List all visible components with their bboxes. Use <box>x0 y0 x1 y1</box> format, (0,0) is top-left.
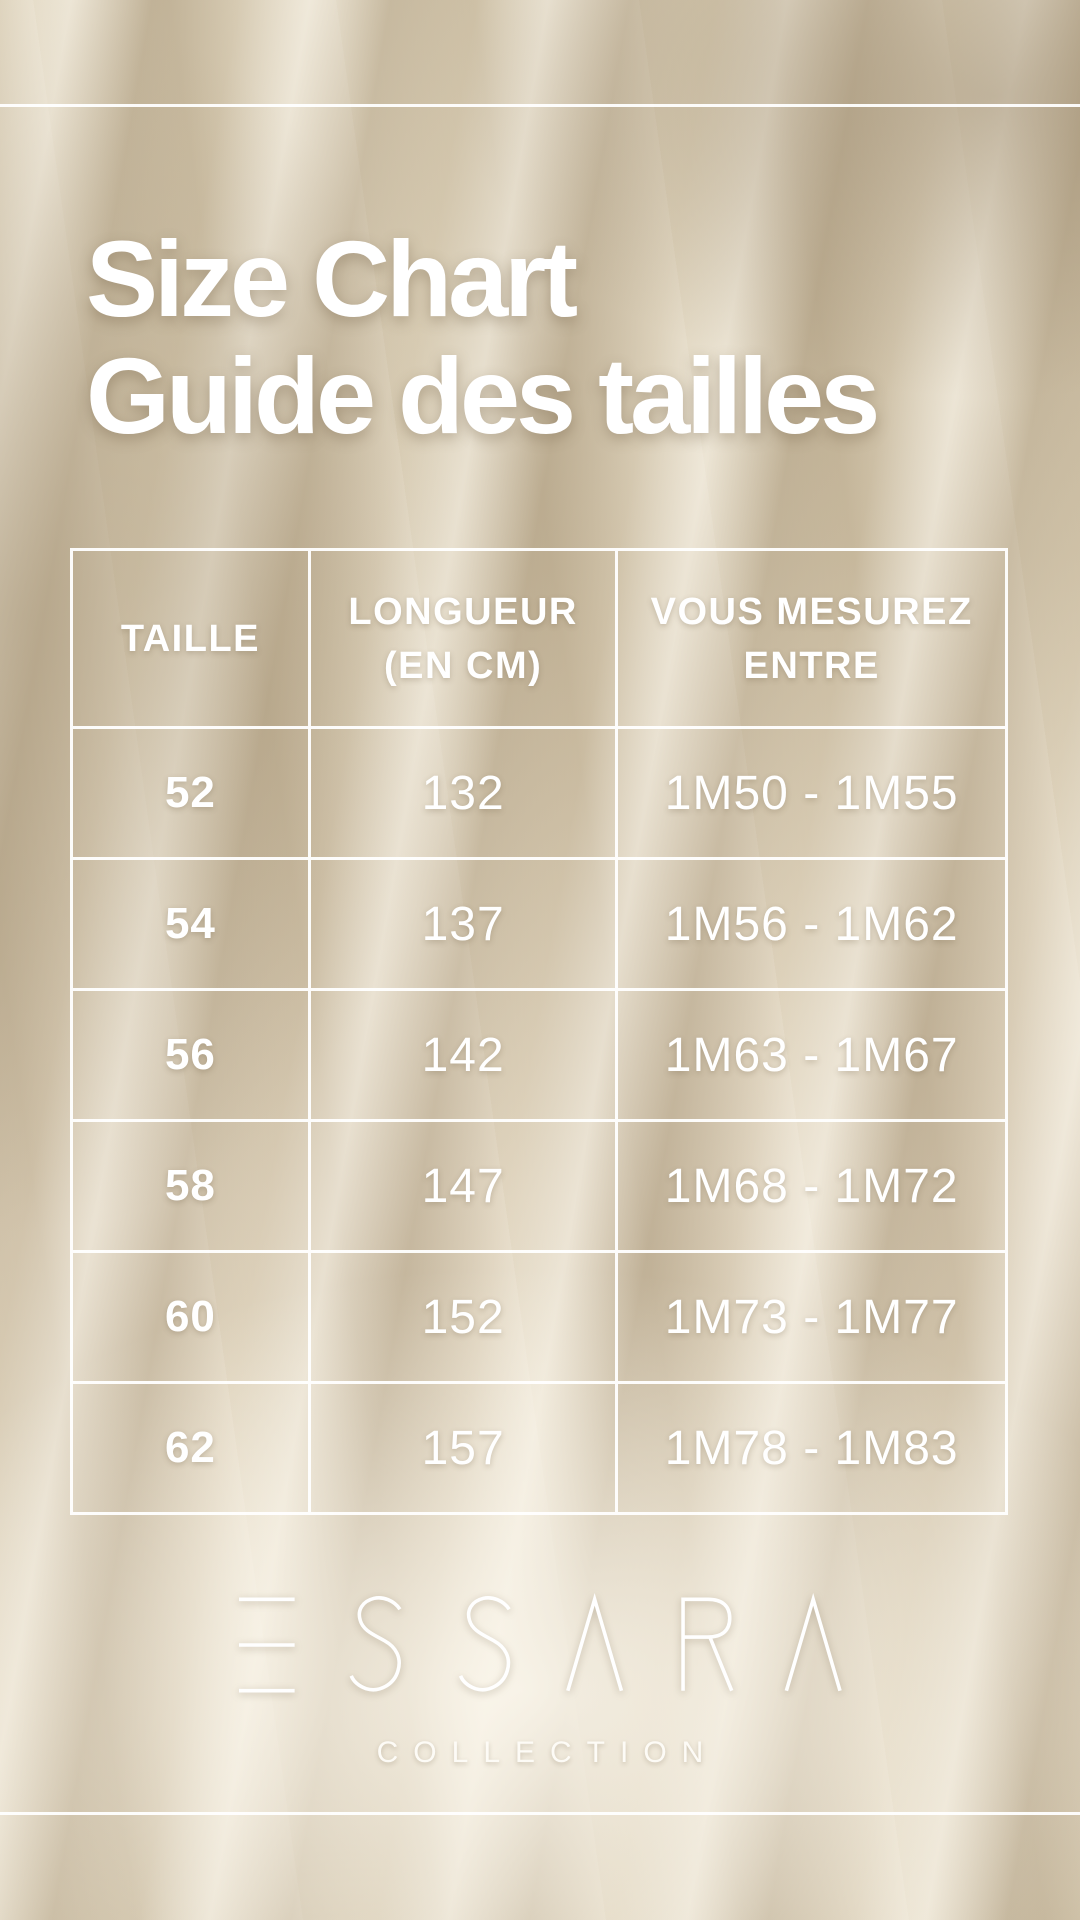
header-cell-mesure <box>615 551 1005 726</box>
cell-taille: 62 <box>164 1423 216 1472</box>
header-cell-mesure-line1: VOUS MESUREZ <box>650 590 973 633</box>
cell-mesure: 1M73 - 1M77 <box>615 1253 1005 1381</box>
table-row <box>73 988 1005 1119</box>
table-header-row <box>73 551 1005 726</box>
cell-longueur: 157 <box>308 1384 616 1512</box>
top-divider-line <box>0 104 1080 107</box>
cell-longueur: 142 <box>308 991 616 1119</box>
table-row <box>73 857 1005 988</box>
logo-letter-r <box>683 1599 732 1690</box>
bottom-divider-line <box>0 1812 1080 1815</box>
size-table <box>70 548 1008 1515</box>
logo-letter-a2 <box>786 1599 840 1690</box>
logo-letter-s2 <box>461 1598 510 1690</box>
table-row <box>73 1119 1005 1250</box>
header-cell-longueur-line2: (EN CM) <box>384 644 543 687</box>
logo-letter-a <box>568 1599 622 1690</box>
table-row <box>73 1381 1005 1512</box>
cell-taille: 60 <box>164 1292 216 1341</box>
page-title <box>86 220 876 454</box>
cell-mesure: 1M68 - 1M72 <box>615 1122 1005 1250</box>
logo-letter-s <box>351 1598 400 1690</box>
header-cell-longueur <box>308 551 616 726</box>
header-cell-taille <box>73 551 308 726</box>
logo-letter-e <box>239 1599 295 1690</box>
page-title-line-fr: Guide des tailles <box>86 335 877 456</box>
brand-subtitle: COLLECTION <box>376 1736 719 1769</box>
cell-longueur: 137 <box>308 860 616 988</box>
cell-taille: 56 <box>164 1030 216 1079</box>
header-cell-longueur-line1: LONGUEUR <box>348 590 578 633</box>
cell-longueur: 147 <box>308 1122 616 1250</box>
cell-longueur: 152 <box>308 1253 616 1381</box>
page-title-line-en: Size Chart <box>86 218 575 339</box>
cell-mesure: 1M50 - 1M55 <box>615 729 1005 857</box>
table-row <box>73 726 1005 857</box>
cell-taille: 54 <box>164 899 216 948</box>
cell-mesure: 1M56 - 1M62 <box>615 860 1005 988</box>
cell-taille: 58 <box>164 1161 216 1210</box>
cell-longueur: 132 <box>308 729 616 857</box>
header-cell-taille-line: TAILLE <box>120 617 261 660</box>
cell-mesure: 1M78 - 1M83 <box>615 1384 1005 1512</box>
cell-mesure: 1M63 - 1M67 <box>615 991 1005 1119</box>
header-cell-mesure-line2: ENTRE <box>743 644 880 687</box>
cell-taille: 52 <box>164 768 216 817</box>
essara-logo <box>238 1592 842 1698</box>
table-row <box>73 1250 1005 1381</box>
